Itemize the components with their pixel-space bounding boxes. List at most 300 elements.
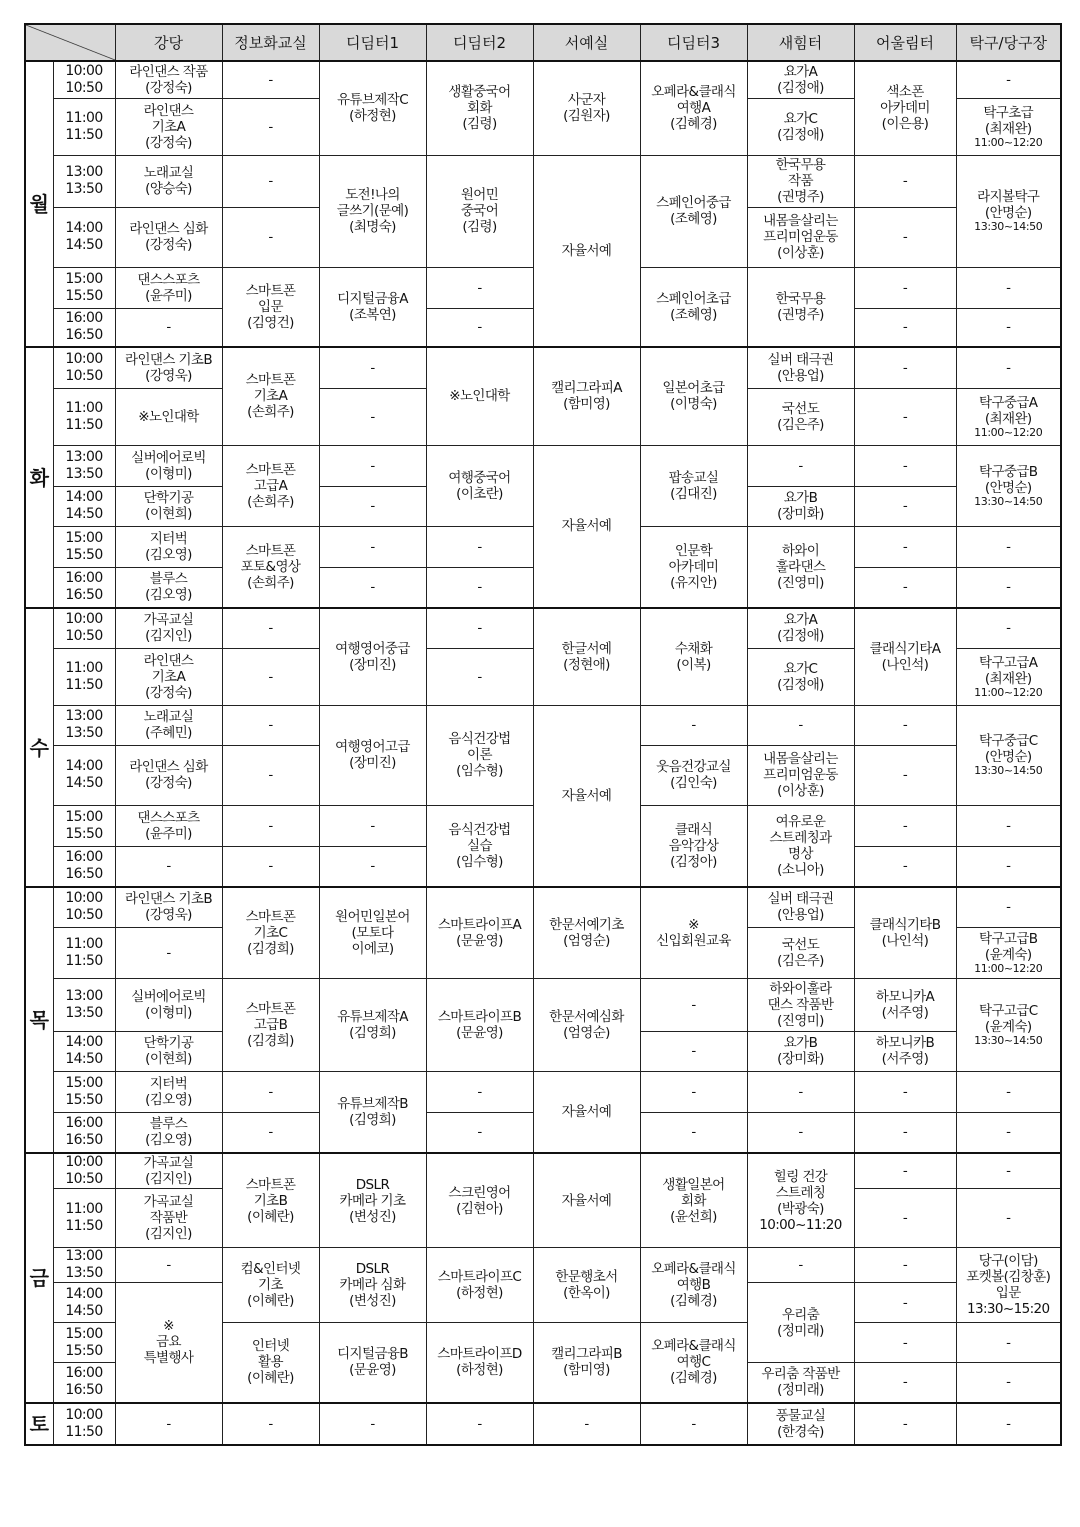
class-cell [115,887,222,927]
empty-slot [956,1323,1061,1363]
class-text: - [1006,71,1011,88]
class-cell [222,1323,319,1403]
class-text: 탁구초급 (최재완) [983,104,1034,137]
class-cell [640,155,747,267]
class-text: - [268,668,273,685]
class-text: 오페라&클래식 여행C (김혜경) [651,1338,736,1387]
class-text: - [370,498,375,514]
room-header: 강당 [115,24,222,61]
time-slot: 16:00 16:50 [53,846,115,887]
class-text: - [902,1083,908,1100]
empty-slot [222,1403,319,1445]
time-slot: 16:00 16:50 [53,567,115,608]
class-cell [747,887,854,927]
class-cell [426,705,533,805]
class-text: - [1006,279,1011,296]
class-text: - [798,1257,803,1273]
class-cell [854,1031,956,1071]
time-slot: 10:00 10:50 [53,887,115,927]
class-cell [222,978,319,1071]
empty-slot [956,1189,1061,1248]
class-text: 실버에어로빅 (이형미) [131,449,206,482]
class-cell [222,1153,319,1248]
class-text: - [1006,1083,1011,1100]
class-cell [319,1248,426,1323]
class-text: 클래식 음악감상 (김정아) [668,821,719,870]
class-cell [426,1153,533,1248]
empty-slot [747,445,854,486]
class-text: 탁구중급C (안명순) [978,733,1038,765]
time-slot: 16:00 16:50 [53,1112,115,1153]
class-text: 스마트라이프D (하정현) [437,1346,522,1379]
empty-slot [956,1403,1061,1445]
class-cell [747,1031,854,1071]
class-cell [115,1071,222,1112]
time-slot: 15:00 15:50 [53,805,115,846]
empty-slot [115,846,222,887]
schedule-table [24,23,1062,1446]
class-text: ※ 신입회원교육 [656,916,731,949]
class-text: 요가B (장미화) [777,490,824,522]
class-text: 유튜브제작A (김영희) [337,1008,408,1041]
class-text: 한문서예심화 (엄영순) [549,1008,624,1041]
time-row [25,608,1061,648]
class-time-note: 11:00~12:20 [974,425,1043,439]
class-text: - [902,229,908,245]
empty-slot [956,567,1061,608]
empty-slot [426,1112,533,1153]
time-slot: 13:00 13:50 [53,705,115,745]
class-text: - [902,1415,908,1432]
time-row [25,887,1061,927]
empty-slot [222,846,319,887]
empty-slot [956,267,1061,308]
empty-slot [854,1153,956,1189]
class-time-note: 13:30~14:50 [974,220,1043,233]
day-label: 목 [25,887,53,1153]
empty-slot [115,927,222,978]
class-cell [533,887,640,978]
empty-slot [956,308,1061,347]
class-cell [747,267,854,347]
corner-cell [25,24,115,61]
class-cell [319,705,426,805]
class-text: - [798,457,803,474]
class-cell [319,267,426,347]
class-text: 라인댄스 심화 (강정숙) [129,221,208,253]
class-text: - [798,1124,803,1141]
class-text: 힐링 건강 스트레칭 (박광숙) 10:00~11:20 [759,1168,842,1233]
empty-slot [222,608,319,648]
class-text: - [902,767,908,783]
class-cell [640,1153,747,1248]
time-slot: 10:00 11:50 [53,1403,115,1445]
time-slot: 11:00 11:50 [53,98,115,155]
class-text: 스페인어초급 (조혜영) [656,290,731,323]
empty-slot [854,1189,956,1248]
class-text: 우리춤 (정미래) [777,1306,824,1339]
empty-slot [426,567,533,608]
class-cell [533,608,640,705]
empty-slot [319,846,426,887]
class-cell [533,1323,640,1403]
class-cell [854,887,956,978]
class-cell [319,61,426,155]
class-text: - [268,1415,273,1432]
class-text: - [691,1415,696,1432]
empty-slot [854,1323,956,1363]
empty-slot [956,1363,1061,1403]
class-text: - [477,538,482,555]
class-cell [640,445,747,526]
class-text: - [691,717,696,733]
empty-slot [426,1403,533,1445]
class-cell [640,805,747,887]
class-cell [747,388,854,445]
class-text: - [370,408,375,425]
class-text: 노래교실 (양승숙) [143,165,194,197]
class-time-note: 13:30~14:50 [974,494,1043,508]
empty-slot [222,155,319,207]
empty-slot [222,705,319,745]
class-text: - [370,817,375,834]
class-cell [115,1189,222,1248]
class-text: 내몸을살리는 프리미엄운동 (이상훈) [763,213,838,261]
class-text: 자율서예 [561,242,612,259]
class-text: 우리춤 작품반 (정미래) [761,1366,840,1399]
class-cell [747,927,854,978]
class-cell [747,1153,854,1248]
class-cell [640,61,747,155]
time-row [25,1403,1061,1445]
room-header: 탁구/당구장 [956,24,1061,61]
day-label: 월 [25,61,53,347]
empty-slot [319,388,426,445]
class-text: - [1006,1124,1011,1141]
class-text: 스마트폰 기초A (손희주) [245,372,296,421]
empty-slot [956,1153,1061,1189]
class-text: - [268,71,273,88]
class-cell [854,61,956,155]
class-text: 라인댄스 기초B (강영욱) [125,351,212,384]
empty-slot [854,1403,956,1445]
class-text: 한국무용 작품 (권명주) [775,157,826,205]
class-text: 원어민 중국어 (김령) [460,187,499,235]
class-cell [956,155,1061,267]
class-text: 오페라&클래식 여행A (김혜경) [651,84,736,133]
class-text: 자율서예 [561,1192,612,1209]
day-label: 토 [25,1403,53,1445]
time-slot: 13:00 13:50 [53,445,115,486]
empty-slot [426,267,533,308]
empty-slot [854,1071,956,1112]
class-text: 댄스스포츠 (윤주미) [137,271,200,304]
class-text: 음식건강법 실습 (임수형) [448,821,511,870]
class-text: 웃음건강교실 (김인숙) [656,759,731,791]
time-slot: 15:00 15:50 [53,526,115,567]
time-row [25,978,1061,1031]
class-cell [222,347,319,445]
class-cell [319,1153,426,1248]
empty-slot [426,608,533,648]
time-row [25,1071,1061,1112]
empty-slot [747,705,854,745]
class-text: 스마트폰 포토&영상 (손희주) [240,542,301,591]
empty-slot [533,1403,640,1445]
class-text: - [370,858,375,875]
time-row [25,155,1061,207]
class-text: 탁구중급B (안명순) [979,463,1038,496]
class-cell [533,61,640,155]
empty-slot [854,207,956,267]
class-text: - [1006,579,1011,596]
class-text: - [477,319,482,336]
class-text: 실버 태극권 (안용업) [767,351,834,384]
class-text: 자율서예 [561,1103,612,1120]
room-header: 디딤터2 [426,24,533,61]
class-text: 스마트폰 기초C (김경희) [245,908,296,957]
class-cell [115,1031,222,1071]
empty-slot [956,805,1061,846]
empty-slot [854,308,956,347]
empty-slot [640,1071,747,1112]
empty-slot [747,1112,854,1153]
class-cell [426,347,533,445]
empty-slot [854,705,956,745]
class-text: 음식건강법 이론 (임수형) [448,731,511,779]
class-text: 라인댄스 심화 (강정숙) [129,759,208,791]
class-cell [319,155,426,267]
room-header: 정보화교실 [222,24,319,61]
class-cell [533,978,640,1071]
class-cell [426,155,533,267]
empty-slot [854,486,956,526]
class-cell [115,745,222,805]
empty-slot [222,61,319,98]
class-cell [854,608,956,705]
class-cell [747,745,854,805]
class-cell [533,445,640,608]
class-text: - [691,1083,696,1100]
empty-slot [854,1363,956,1403]
class-text: - [1006,817,1011,834]
class-cell [747,526,854,608]
time-slot: 10:00 10:50 [53,608,115,648]
class-text: 탁구고급A (최재완) [979,654,1038,687]
class-cell [319,608,426,705]
class-text: ※노인대학 [138,408,199,425]
time-row [25,445,1061,486]
class-cell [115,61,222,98]
time-slot: 15:00 15:50 [53,267,115,308]
day-label: 화 [25,347,53,608]
empty-slot [640,1031,747,1071]
room-header: 어울림터 [854,24,956,61]
class-text: - [268,767,273,783]
class-text: 팝송교실 (김대진) [668,469,719,502]
class-cell [747,61,854,98]
class-text: 색소폰 아카데미 (이은용) [880,84,930,133]
room-header: 서예실 [533,24,640,61]
class-cell [640,526,747,608]
class-cell [426,1323,533,1403]
time-slot: 13:00 13:50 [53,978,115,1031]
class-cell [115,805,222,846]
class-text: - [691,1043,696,1059]
class-cell [426,445,533,526]
empty-slot [956,1071,1061,1112]
class-text: - [477,1415,482,1432]
class-text: 라인댄스 기초B (강영욱) [125,891,212,924]
class-text: - [902,408,908,425]
class-text: 스마트폰 고급A (손희주) [245,461,296,510]
class-cell [426,887,533,978]
class-text: 여행중국어 (이초란) [448,469,511,502]
class-text: - [166,944,171,961]
class-text: - [477,668,482,685]
class-text: - [477,1124,482,1141]
class-cell [319,1323,426,1403]
class-cell [747,1363,854,1403]
empty-slot [426,526,533,567]
class-cell [747,347,854,388]
time-slot: 14:00 14:50 [53,486,115,526]
class-cell [533,705,640,887]
class-time-note: 13:30~14:50 [974,764,1043,777]
class-cell [115,1153,222,1189]
class-cell [115,347,222,388]
time-slot: 10:00 10:50 [53,61,115,98]
class-cell [115,567,222,608]
empty-slot [747,1071,854,1112]
class-text: - [1006,899,1011,916]
class-text: 스크린영어 (김현아) [448,1184,511,1217]
class-text: - [902,1294,908,1311]
class-text: 지터벅 (김오영) [145,1075,192,1108]
empty-slot [854,567,956,608]
class-text: 원어민일본어 (모토다 이에코) [335,908,410,957]
class-text: - [902,538,908,555]
class-cell [115,705,222,745]
empty-slot [956,526,1061,567]
class-cell [115,155,222,207]
class-time-note: 11:00~12:20 [974,961,1043,975]
class-text: 캘리그라피A (함미영) [551,380,622,413]
class-text: 유튜브제작B (김영희) [337,1095,408,1128]
class-text: 가곡교실 작품반 (김지인) [143,1194,194,1242]
class-cell [747,978,854,1031]
class-text: - [902,457,908,474]
empty-slot [640,1112,747,1153]
class-text: DSLR 카메라 심화 (변성진) [339,1261,406,1309]
time-slot: 16:00 16:50 [53,1363,115,1403]
empty-slot [115,1248,222,1283]
class-text: - [902,279,908,296]
class-cell [956,388,1061,445]
time-slot: 14:00 14:50 [53,207,115,267]
class-text: 라인댄스 작품 (강정숙) [129,63,208,96]
class-text: - [902,173,908,189]
class-text: - [268,173,273,189]
class-text: - [798,717,803,733]
class-text: - [902,1124,908,1141]
class-text: - [370,579,375,596]
class-cell [426,61,533,155]
class-cell [533,155,640,347]
empty-slot [956,347,1061,388]
class-text: 한문서예기초 (엄영순) [549,916,624,949]
class-cell [747,155,854,207]
class-text: 디지털금융A (조복연) [337,290,408,323]
class-text: 자율서예 [561,787,612,804]
class-time-note: 11:00~12:20 [974,685,1043,699]
class-cell [319,1071,426,1153]
class-text: - [477,620,482,637]
class-text: 스마트라이프C (하정현) [437,1269,522,1301]
empty-slot [854,846,956,887]
class-text: - [166,858,171,875]
class-text: 하모니카A (서주영) [875,988,935,1021]
class-text: 스페인어중급 (조혜영) [656,195,731,227]
class-text: 라지볼탁구 (안명순) [977,189,1040,221]
class-text: 스마트폰 고급B (김경희) [245,1000,296,1049]
time-slot: 14:00 14:50 [53,1031,115,1071]
time-row [25,1248,1061,1283]
empty-slot [854,155,956,207]
empty-slot [956,1112,1061,1153]
class-text: 일본어초급 (이명숙) [662,380,725,413]
class-cell [115,98,222,155]
class-text: - [1006,1163,1011,1179]
class-text: - [902,319,908,336]
class-text: - [691,996,696,1013]
class-cell [640,267,747,347]
class-text: 단학기공 (이현희) [143,1035,194,1067]
time-slot: 15:00 15:50 [53,1323,115,1363]
empty-slot [854,267,956,308]
class-text: 가곡교실 (김지인) [143,1155,194,1187]
class-text: 도전!나의 글쓰기(문예) (최명숙) [336,187,409,235]
empty-slot [319,347,426,388]
time-row [25,705,1061,745]
time-slot: 11:00 11:50 [53,648,115,705]
class-text: 생활중국어 회화 (김령) [448,84,511,133]
class-cell [747,207,854,267]
class-cell [115,1283,222,1403]
room-header: 디딤터3 [640,24,747,61]
class-cell [426,978,533,1071]
class-text: - [268,229,273,245]
class-text: 요가A (김정애) [777,612,824,645]
empty-slot [222,745,319,805]
empty-slot [747,1248,854,1283]
class-text: DSLR 카메라 기초 (변성진) [339,1176,406,1225]
class-text: - [268,817,273,834]
class-cell [747,1283,854,1363]
empty-slot [115,308,222,347]
class-text: 탁구고급C (윤계숙) [978,1002,1038,1035]
header-row [25,24,1061,61]
class-text: - [902,1163,908,1179]
class-text: - [1006,858,1011,875]
class-text: 사군자 (김원자) [563,92,610,125]
class-text: 스마트라이프B (문윤영) [437,1008,522,1041]
day-label: 금 [25,1153,53,1403]
class-cell [222,526,319,608]
class-cell [640,1248,747,1323]
class-text: 클래식기타B (나인석) [869,916,941,949]
empty-slot [319,1403,426,1445]
